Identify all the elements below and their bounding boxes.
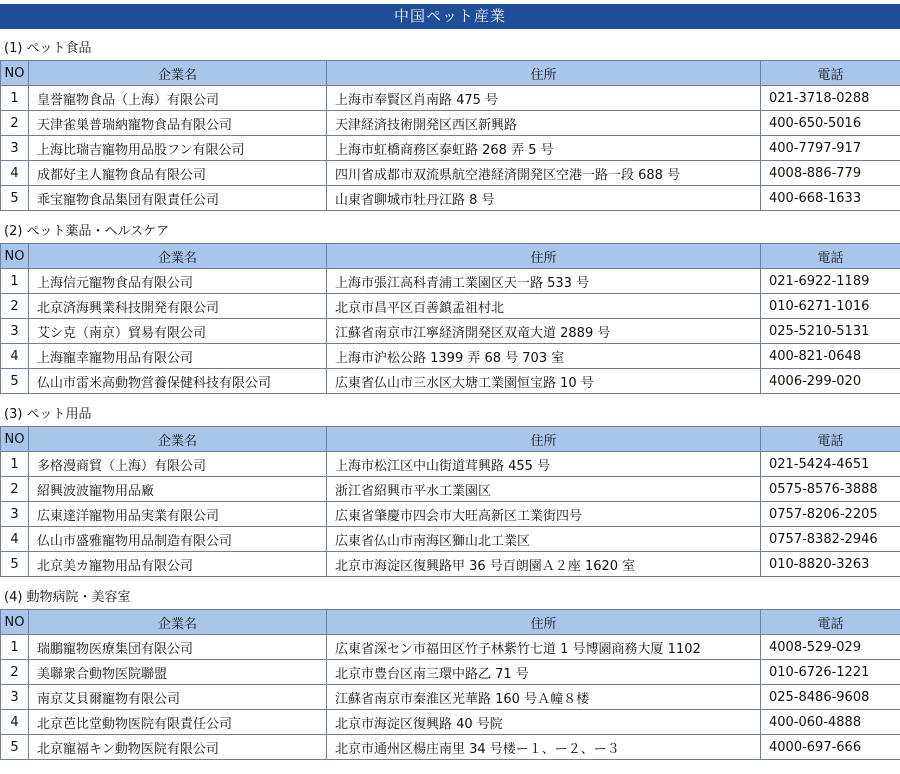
table-row xyxy=(1,635,900,660)
section-animal-hospital xyxy=(0,583,900,760)
row-no: 4 xyxy=(1,710,29,735)
row-phone: 021-6922-1189 xyxy=(761,269,900,294)
table-row xyxy=(1,86,900,111)
row-company: 仏山市盛雅寵物用品制造有限公司 xyxy=(29,527,327,552)
row-no: 5 xyxy=(1,552,29,577)
row-company: 仏山市雷米高動物営養保健科技有限公司 xyxy=(29,369,327,394)
table-row xyxy=(1,735,900,760)
table-row xyxy=(1,369,900,394)
row-company: 北京芭比堂動物医院有限責任公司 xyxy=(29,710,327,735)
header-no: NO xyxy=(1,244,29,269)
row-address: 四川省成都市双流県航空港経済開発区空港一路一段 688 号 xyxy=(327,161,761,186)
row-company: 美聯衆合動物医院聯盟 xyxy=(29,660,327,685)
row-phone: 4008-529-029 xyxy=(761,635,900,660)
row-address: 北京市昌平区百善鎮孟祖村北 xyxy=(327,294,761,319)
row-no: 5 xyxy=(1,369,29,394)
row-phone: 400-650-5016 xyxy=(761,111,900,136)
company-table xyxy=(0,243,900,394)
table-header-row xyxy=(1,244,900,269)
header-company: 企業名 xyxy=(29,610,327,635)
row-address: 上海市沪松公路 1399 弄 68 号 703 室 xyxy=(327,344,761,369)
row-address: 北京市海淀区復興路甲 36 号百朗園Ａ２座 1620 室 xyxy=(327,552,761,577)
row-no: 1 xyxy=(1,269,29,294)
header-no: NO xyxy=(1,427,29,452)
row-company: 乖宝寵物食品集団有限責任公司 xyxy=(29,186,327,211)
section-heading: (2) ペット薬品・ヘルスケア xyxy=(4,224,170,239)
section-heading: (1) ペット食品 xyxy=(4,41,92,56)
row-address: 上海市奉賢区肖南路 475 号 xyxy=(327,86,761,111)
row-address: 広東省肇慶市四会市大旺高新区工業街四号 xyxy=(327,502,761,527)
row-company: 北京寵福キン動物医院有限公司 xyxy=(29,735,327,760)
row-address: 広東省仏山市南海区獅山北工業区 xyxy=(327,527,761,552)
table-row xyxy=(1,452,900,477)
section-pet-medicine xyxy=(0,217,900,394)
company-table xyxy=(0,60,900,211)
row-no: 4 xyxy=(1,344,29,369)
row-phone: 025-8486-9608 xyxy=(761,685,900,710)
row-company: 艾シ克（南京）貿易有限公司 xyxy=(29,319,327,344)
row-company: 紹興波波寵物用品廠 xyxy=(29,477,327,502)
row-phone: 400-7797-917 xyxy=(761,136,900,161)
row-no: 4 xyxy=(1,527,29,552)
row-company: 北京美カ寵物用品有限公司 xyxy=(29,552,327,577)
row-phone: 0575-8576-3888 xyxy=(761,477,900,502)
row-company: 広東達洋寵物用品実業有限公司 xyxy=(29,502,327,527)
row-phone: 010-6271-1016 xyxy=(761,294,900,319)
header-address: 住所 xyxy=(327,61,761,86)
row-no: 4 xyxy=(1,161,29,186)
table-row xyxy=(1,161,900,186)
row-no: 1 xyxy=(1,452,29,477)
row-address: 江蘇省南京市秦淮区光華路 160 号Ａ幢８楼 xyxy=(327,685,761,710)
table-row xyxy=(1,502,900,527)
row-address: 山東省聊城市牡丹江路 8 号 xyxy=(327,186,761,211)
row-phone: 4000-697-666 xyxy=(761,735,900,760)
row-phone: 400-060-4888 xyxy=(761,710,900,735)
row-company: 天津雀巣普瑞納寵物食品有限公司 xyxy=(29,111,327,136)
row-no: 3 xyxy=(1,502,29,527)
company-table xyxy=(0,609,900,760)
row-company: 北京済海興業科技開発有限公司 xyxy=(29,294,327,319)
row-phone: 4008-886-779 xyxy=(761,161,900,186)
row-no: 1 xyxy=(1,86,29,111)
header-no: NO xyxy=(1,610,29,635)
row-company: 瑞鵬寵物医療集団有限公司 xyxy=(29,635,327,660)
row-company: 皇誉寵物食品（上海）有限公司 xyxy=(29,86,327,111)
row-phone: 4006-299-020 xyxy=(761,369,900,394)
table-row xyxy=(1,685,900,710)
row-company: 多格漫商貿（上海）有限公司 xyxy=(29,452,327,477)
row-no: 5 xyxy=(1,735,29,760)
row-no: 2 xyxy=(1,294,29,319)
page-title: 中国ペット産業 xyxy=(0,4,900,29)
row-phone: 010-8820-3263 xyxy=(761,552,900,577)
row-phone: 0757-8206-2205 xyxy=(761,502,900,527)
header-address: 住所 xyxy=(327,610,761,635)
row-address: 浙江省紹興市平水工業園区 xyxy=(327,477,761,502)
row-no: 1 xyxy=(1,635,29,660)
header-company: 企業名 xyxy=(29,244,327,269)
row-phone: 010-6726-1221 xyxy=(761,660,900,685)
header-address: 住所 xyxy=(327,244,761,269)
header-no: NO xyxy=(1,61,29,86)
table-row xyxy=(1,660,900,685)
table-row xyxy=(1,319,900,344)
row-address: 広東省深セン市福田区竹子林紫竹七道 1 号博園商務大厦 1102 xyxy=(327,635,761,660)
header-address: 住所 xyxy=(327,427,761,452)
section-pet-food xyxy=(0,34,900,211)
table-row xyxy=(1,111,900,136)
section-heading: (4) 動物病院・美容室 xyxy=(4,590,131,605)
table-row xyxy=(1,186,900,211)
table-row xyxy=(1,136,900,161)
row-phone: 400-668-1633 xyxy=(761,186,900,211)
row-phone: 0757-8382-2946 xyxy=(761,527,900,552)
header-phone: 電話 xyxy=(761,427,900,452)
row-company: 上海寵幸寵物用品有限公司 xyxy=(29,344,327,369)
row-address: 上海市虹橋商務区泰虹路 268 弄 5 号 xyxy=(327,136,761,161)
row-no: 2 xyxy=(1,477,29,502)
table-row xyxy=(1,269,900,294)
company-table xyxy=(0,426,900,577)
table-row xyxy=(1,294,900,319)
row-no: 3 xyxy=(1,136,29,161)
row-phone: 021-3718-0288 xyxy=(761,86,900,111)
row-address: 天津経済技術開発区西区新興路 xyxy=(327,111,761,136)
row-phone: 025-5210-5131 xyxy=(761,319,900,344)
row-address: 上海市松江区中山街道茸興路 455 号 xyxy=(327,452,761,477)
row-no: 3 xyxy=(1,319,29,344)
row-no: 3 xyxy=(1,685,29,710)
header-company: 企業名 xyxy=(29,427,327,452)
section-pet-supplies xyxy=(0,400,900,577)
table-row xyxy=(1,710,900,735)
row-address: 北京市通州区楊庄南里 34 号楼ー１、ー２、ー３ xyxy=(327,735,761,760)
row-no: 2 xyxy=(1,660,29,685)
row-phone: 021-5424-4651 xyxy=(761,452,900,477)
row-address: 広東省仏山市三水区大塘工業園恒宝路 10 号 xyxy=(327,369,761,394)
table-row xyxy=(1,527,900,552)
row-address: 江蘇省南京市江寧経済開発区双竜大道 2889 号 xyxy=(327,319,761,344)
row-company: 上海比瑞吉寵物用品股フン有限公司 xyxy=(29,136,327,161)
table-header-row xyxy=(1,61,900,86)
row-company: 上海信元寵物食品有限公司 xyxy=(29,269,327,294)
header-phone: 電話 xyxy=(761,61,900,86)
row-company: 南京艾貝爾寵物有限公司 xyxy=(29,685,327,710)
row-phone: 400-821-0648 xyxy=(761,344,900,369)
table-header-row xyxy=(1,427,900,452)
header-company: 企業名 xyxy=(29,61,327,86)
row-no: 2 xyxy=(1,111,29,136)
section-heading: (3) ペット用品 xyxy=(4,407,92,422)
table-row xyxy=(1,477,900,502)
table-header-row xyxy=(1,610,900,635)
table-row xyxy=(1,552,900,577)
row-address: 北京市豊台区南三環中路乙 71 号 xyxy=(327,660,761,685)
row-address: 上海市張江高科青浦工業園区天一路 533 号 xyxy=(327,269,761,294)
header-phone: 電話 xyxy=(761,610,900,635)
row-no: 5 xyxy=(1,186,29,211)
table-row xyxy=(1,344,900,369)
row-address: 北京市海淀区復興路 40 号院 xyxy=(327,710,761,735)
header-phone: 電話 xyxy=(761,244,900,269)
row-company: 成都好主人寵物食品有限公司 xyxy=(29,161,327,186)
